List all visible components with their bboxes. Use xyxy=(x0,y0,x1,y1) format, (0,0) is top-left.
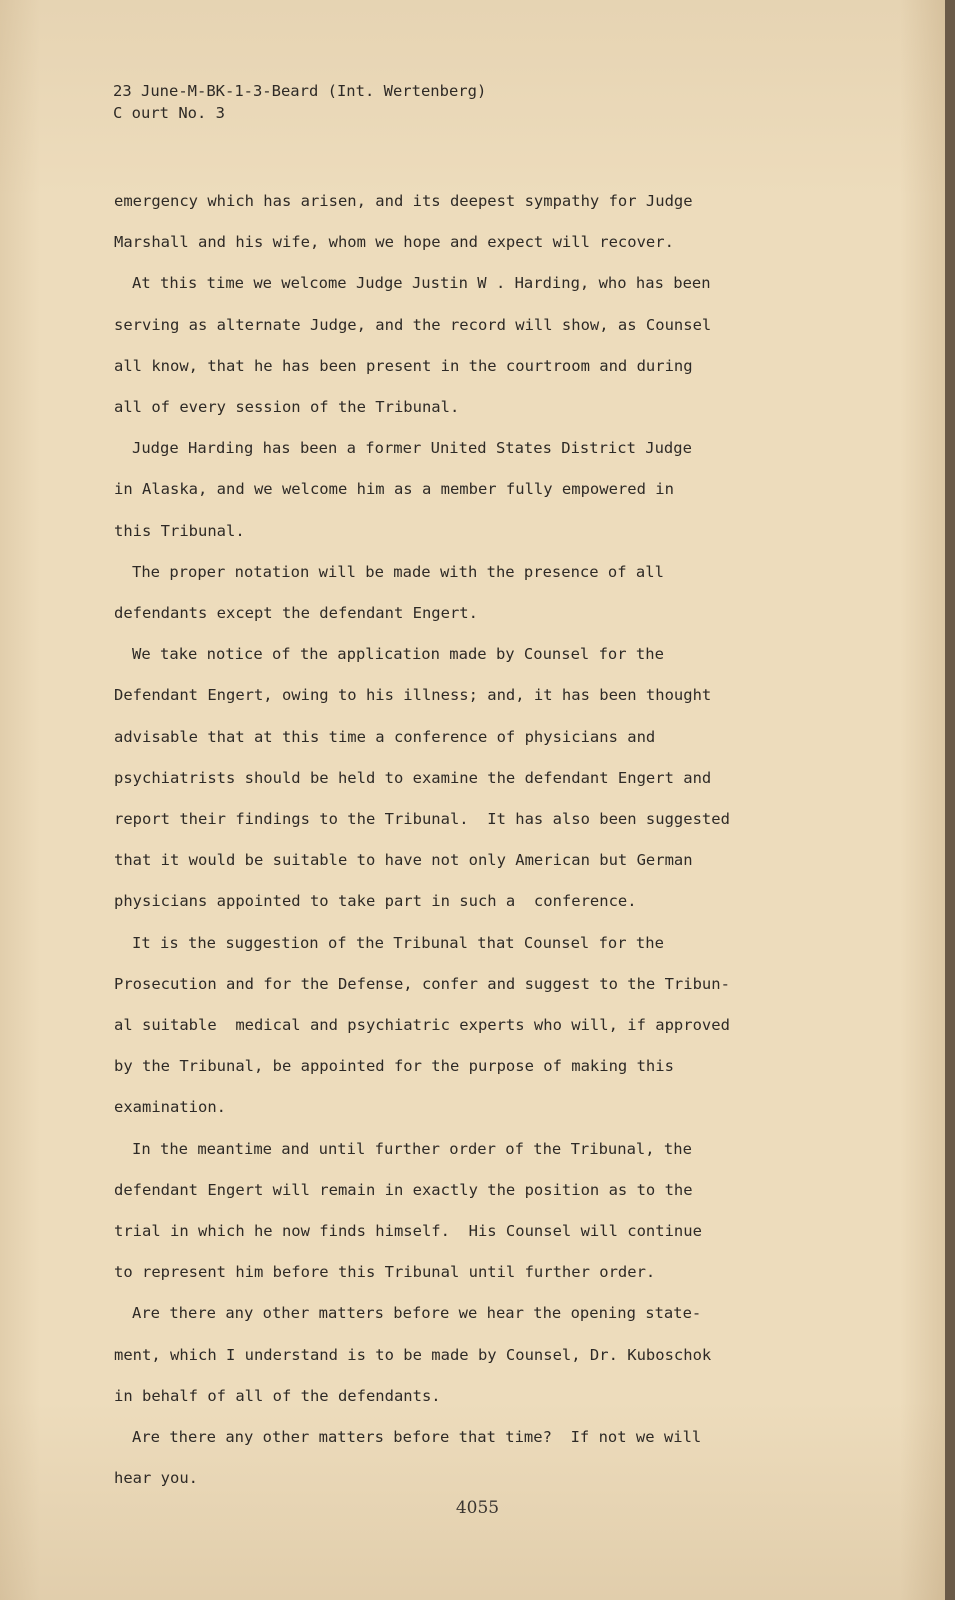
text-line: all of every session of the Tribunal. xyxy=(114,398,460,417)
text-line: Prosecution and for the Defense, confer and suggest to the Tribun- xyxy=(114,974,730,993)
text-line: ment, which I understand is to be made by Counsel, Dr. Kuboschok xyxy=(114,1345,712,1364)
text-line: serving as alternate Judge, and the record will show, as Counsel xyxy=(114,315,712,334)
text-line: Judge Harding has been a former United States District Judge xyxy=(132,439,692,458)
text-line: advisable that at this time a conference of physicians and xyxy=(114,727,656,746)
text-line: examination. xyxy=(114,1098,226,1117)
text-line: defendants except the defendant Engert. xyxy=(114,604,478,623)
text-line: in behalf of all of the defendants. xyxy=(114,1386,441,1405)
text-line: We take notice of the application made by Counsel for the xyxy=(132,645,664,664)
text-line: trial in which he now finds himself. His Counsel will continue xyxy=(114,1222,702,1241)
text-line: to represent him before this Tribunal until further order. xyxy=(114,1263,656,1282)
page-number: 4055 xyxy=(455,1498,500,1518)
text-line: that it would be suitable to have not only American but German xyxy=(114,851,693,870)
text-line: defendant Engert will remain in exactly the position as to the xyxy=(114,1180,693,1199)
text-line: In the meantime and until further order of the Tribunal, the xyxy=(132,1139,692,1158)
text-line: physicians appointed to take part in such a conference. xyxy=(114,892,637,911)
text-line: hear you. xyxy=(114,1469,198,1488)
text-line: Marshall and his wife, whom we hope and expect will recover. xyxy=(114,233,674,252)
page-edge-shadow xyxy=(945,0,955,1600)
text-line: emergency which has arisen, and its deepest sympathy for Judge xyxy=(114,192,693,210)
text-line: Are there any other matters before that time? If not we will xyxy=(132,1428,702,1447)
text-line: psychiatrists should be held to examine the defendant Engert and xyxy=(114,768,712,787)
text-line: The proper notation will be made with the presence of all xyxy=(132,562,664,581)
document-header xyxy=(113,80,486,124)
text-line: by the Tribunal, be appointed for the purpose of making this xyxy=(114,1057,674,1076)
text-line: At this time we welcome Judge Justin W . Harding, who has been xyxy=(132,274,711,293)
transcript-body xyxy=(114,181,804,1500)
header-line-2: C ourt No. 3 xyxy=(113,104,225,122)
text-line: all know, that he has been present in the courtroom and during xyxy=(114,356,693,375)
header-line-1: 23 June-M-BK-1-3-Beard (Int. Wertenberg) xyxy=(113,82,487,100)
text-line: report their findings to the Tribunal. It has also been suggested xyxy=(114,810,730,829)
text-line: Defendant Engert, owing to his illness; and, it has been thought xyxy=(114,686,712,705)
text-line: al suitable medical and psychiatric experts who will, if approved xyxy=(114,1016,730,1035)
text-line: this Tribunal. xyxy=(114,521,245,540)
text-line: It is the suggestion of the Tribunal that Counsel for the xyxy=(132,933,664,952)
text-line: Are there any other matters before we hear the opening state- xyxy=(132,1304,702,1323)
text-line: in Alaska, and we welcome him as a member fully empowered in xyxy=(114,480,674,499)
